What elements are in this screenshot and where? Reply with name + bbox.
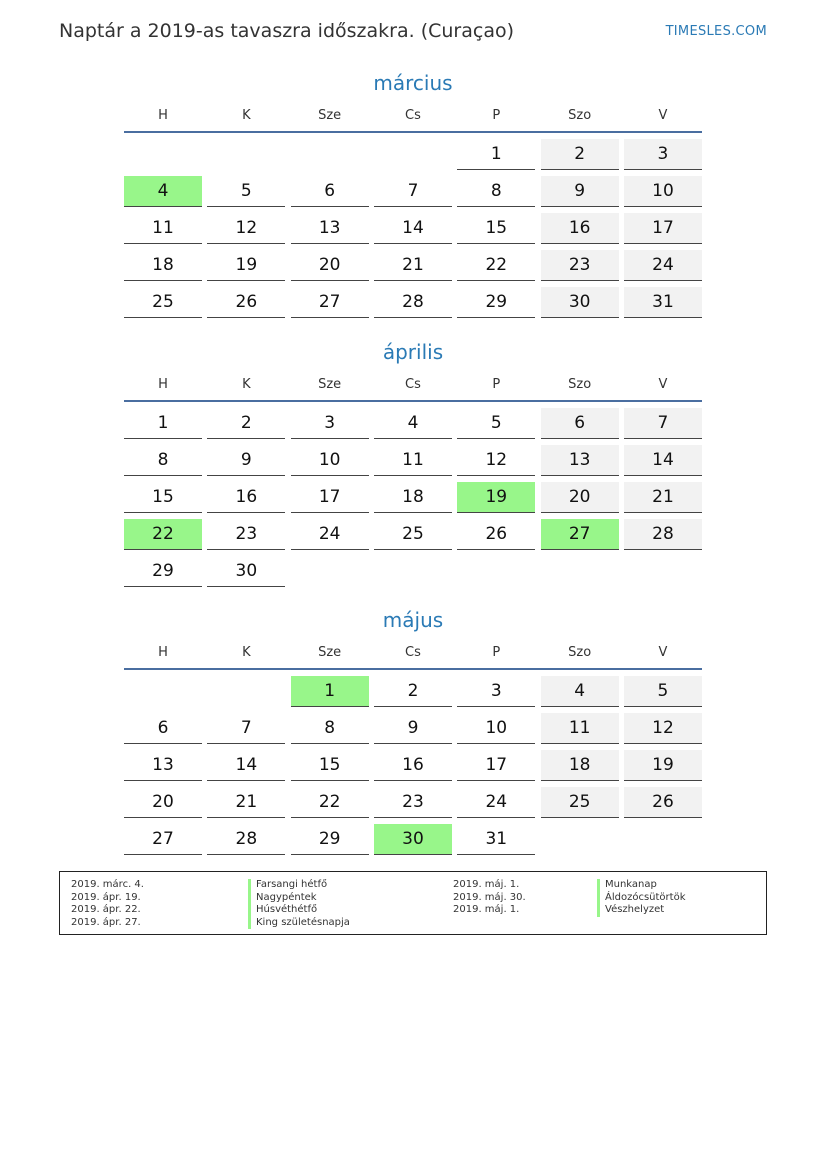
legend-holiday-name: Vészhelyzet [597, 904, 685, 917]
legend-holiday-name: Áldozócsütörtök [597, 892, 685, 905]
weekday-label: Sze [318, 644, 342, 660]
header-divider [124, 131, 702, 133]
day-cell[interactable]: 26 [457, 519, 535, 550]
day-cell[interactable]: 15 [457, 213, 535, 244]
day-cell[interactable]: 9 [207, 445, 285, 476]
legend-right-names [597, 879, 685, 917]
day-cell[interactable]: 9 [374, 713, 452, 744]
month-april [124, 337, 702, 587]
day-cell[interactable]: 3 [624, 139, 702, 170]
day-cell[interactable]: 8 [291, 713, 369, 744]
day-cell[interactable]: 2 [207, 408, 285, 439]
day-cell[interactable]: 11 [124, 213, 202, 244]
weekday-label: P [492, 376, 501, 392]
weekday-label: Cs [405, 644, 421, 660]
day-cell[interactable]: 13 [124, 750, 202, 781]
day-cell[interactable]: 27 [124, 824, 202, 855]
legend-date: 2019. ápr. 22. [71, 904, 141, 915]
legend-left-names [248, 879, 350, 929]
legend-holiday-name: Farsangi hétfő [248, 879, 350, 892]
day-cell[interactable]: 29 [291, 824, 369, 855]
weekday-label: Szo [568, 644, 592, 660]
weekday-label: H [158, 376, 168, 392]
day-cell-holiday[interactable]: 22 [124, 519, 202, 550]
day-cell[interactable]: 1 [124, 408, 202, 439]
day-cell[interactable]: 26 [624, 787, 702, 818]
day-cell[interactable]: 5 [624, 676, 702, 707]
day-cell[interactable]: 14 [207, 750, 285, 781]
weekday-header [124, 370, 702, 398]
day-cell[interactable]: 14 [374, 213, 452, 244]
legend-holiday-name: Munkanap [597, 879, 685, 892]
weekday-label: H [158, 644, 168, 660]
day-cell[interactable]: 1 [457, 139, 535, 170]
weekday-label: K [242, 376, 251, 392]
month-may [124, 605, 702, 855]
day-cell[interactable]: 7 [207, 713, 285, 744]
empty-cell [207, 676, 285, 706]
page-title: Naptár a 2019-as tavaszra időszakra. (Curaçao) [59, 20, 514, 42]
day-cell[interactable]: 14 [624, 445, 702, 476]
brand-link[interactable]: TIMESLES.COM [665, 24, 767, 39]
weekday-label: Cs [405, 376, 421, 392]
day-cell[interactable]: 18 [374, 482, 452, 513]
day-cell[interactable]: 15 [291, 750, 369, 781]
legend-date: 2019. márc. 4. [71, 879, 144, 890]
day-cell[interactable]: 19 [624, 750, 702, 781]
day-cell[interactable]: 8 [124, 445, 202, 476]
day-cell[interactable]: 15 [124, 482, 202, 513]
header-divider [124, 400, 702, 402]
empty-cell [207, 139, 285, 169]
day-cell[interactable]: 20 [124, 787, 202, 818]
legend-date: 2019. ápr. 27. [71, 916, 141, 928]
legend-right-dates [453, 879, 526, 917]
day-cell[interactable]: 20 [291, 250, 369, 281]
empty-cell [124, 676, 202, 706]
weekday-label: P [492, 644, 501, 660]
day-cell[interactable]: 12 [457, 445, 535, 476]
day-cell[interactable]: 18 [541, 750, 619, 781]
month-name: április [382, 340, 444, 364]
weekday-label: H [158, 107, 168, 123]
weekday-label: K [242, 107, 251, 123]
weekday-label: Sze [318, 107, 342, 123]
legend-date: 2019. máj. 30. [453, 891, 526, 903]
day-cell[interactable]: 31 [624, 287, 702, 318]
day-cell[interactable]: 29 [457, 287, 535, 318]
day-cell[interactable]: 18 [124, 250, 202, 281]
day-cell-holiday[interactable]: 4 [124, 176, 202, 207]
day-cell[interactable]: 13 [291, 213, 369, 244]
day-cell[interactable]: 26 [207, 287, 285, 318]
weekday-header [124, 101, 702, 129]
day-cell[interactable]: 11 [541, 713, 619, 744]
day-cell[interactable]: 10 [291, 445, 369, 476]
days-grid [124, 139, 702, 318]
day-cell[interactable]: 21 [207, 787, 285, 818]
day-cell[interactable]: 27 [291, 287, 369, 318]
legend-holiday-name: Nagypéntek [248, 892, 350, 905]
weekday-label: V [658, 644, 668, 660]
day-cell[interactable]: 10 [457, 713, 535, 744]
day-cell[interactable]: 30 [207, 556, 285, 587]
empty-cell [374, 139, 452, 169]
day-cell[interactable]: 24 [457, 787, 535, 818]
day-cell[interactable]: 24 [624, 250, 702, 281]
day-cell[interactable]: 22 [291, 787, 369, 818]
header-divider [124, 668, 702, 670]
day-cell[interactable]: 3 [291, 408, 369, 439]
day-cell[interactable]: 21 [374, 250, 452, 281]
weekday-label: P [492, 107, 501, 123]
weekday-header [124, 638, 702, 666]
day-cell[interactable]: 17 [457, 750, 535, 781]
weekday-label: V [658, 376, 668, 392]
day-cell[interactable]: 25 [374, 519, 452, 550]
day-cell[interactable]: 28 [624, 519, 702, 550]
day-cell-holiday[interactable]: 1 [291, 676, 369, 707]
weekday-label: Szo [568, 107, 592, 123]
day-cell[interactable]: 21 [624, 482, 702, 513]
day-cell[interactable]: 29 [124, 556, 202, 587]
legend-holiday-name: King születésnapja [248, 917, 350, 930]
month-march [124, 68, 702, 318]
legend-date: 2019. máj. 1. [453, 904, 520, 915]
month-name: március [373, 71, 453, 95]
day-cell[interactable]: 10 [624, 176, 702, 207]
day-cell[interactable]: 25 [124, 287, 202, 318]
weekday-label: Cs [405, 107, 421, 123]
day-cell[interactable]: 6 [124, 713, 202, 744]
day-cell[interactable]: 31 [457, 824, 535, 855]
day-cell[interactable]: 6 [291, 176, 369, 207]
day-cell-holiday[interactable]: 30 [374, 824, 452, 855]
day-cell[interactable]: 28 [207, 824, 285, 855]
day-cell[interactable]: 6 [541, 408, 619, 439]
day-cell[interactable]: 16 [541, 213, 619, 244]
holiday-legend [59, 871, 767, 935]
weekday-label: Szo [568, 376, 592, 392]
day-cell[interactable]: 30 [541, 287, 619, 318]
month-name: május [382, 608, 444, 632]
day-cell[interactable]: 24 [291, 519, 369, 550]
day-cell[interactable]: 5 [207, 176, 285, 207]
day-cell[interactable]: 13 [541, 445, 619, 476]
day-cell[interactable]: 19 [207, 250, 285, 281]
day-cell[interactable]: 17 [291, 482, 369, 513]
day-cell[interactable]: 7 [624, 408, 702, 439]
legend-date: 2019. ápr. 19. [71, 891, 141, 903]
day-cell[interactable]: 2 [374, 676, 452, 707]
day-cell[interactable]: 16 [374, 750, 452, 781]
day-cell[interactable]: 17 [624, 213, 702, 244]
day-cell[interactable]: 23 [541, 250, 619, 281]
day-cell[interactable]: 22 [457, 250, 535, 281]
day-cell[interactable]: 4 [541, 676, 619, 707]
empty-cell [124, 139, 202, 169]
weekday-label: V [658, 107, 668, 123]
day-cell[interactable]: 8 [457, 176, 535, 207]
day-cell[interactable]: 2 [541, 139, 619, 170]
day-cell[interactable]: 25 [541, 787, 619, 818]
legend-holiday-name: Húsvéthétfő [248, 904, 350, 917]
day-cell[interactable]: 23 [207, 519, 285, 550]
days-grid [124, 408, 702, 587]
day-cell-holiday[interactable]: 19 [457, 482, 535, 513]
day-cell[interactable]: 23 [374, 787, 452, 818]
day-cell[interactable]: 4 [374, 408, 452, 439]
day-cell[interactable]: 11 [374, 445, 452, 476]
days-grid [124, 676, 702, 855]
day-cell[interactable]: 5 [457, 408, 535, 439]
day-cell-holiday[interactable]: 27 [541, 519, 619, 550]
day-cell[interactable]: 12 [624, 713, 702, 744]
weekday-label: K [242, 644, 251, 660]
empty-cell [291, 139, 369, 169]
day-cell[interactable]: 12 [207, 213, 285, 244]
weekday-label: Sze [318, 376, 342, 392]
day-cell[interactable]: 9 [541, 176, 619, 207]
day-cell[interactable]: 16 [207, 482, 285, 513]
legend-left-dates [71, 879, 144, 929]
day-cell[interactable]: 20 [541, 482, 619, 513]
legend-date: 2019. máj. 1. [453, 879, 520, 890]
day-cell[interactable]: 3 [457, 676, 535, 707]
day-cell[interactable]: 7 [374, 176, 452, 207]
day-cell[interactable]: 28 [374, 287, 452, 318]
